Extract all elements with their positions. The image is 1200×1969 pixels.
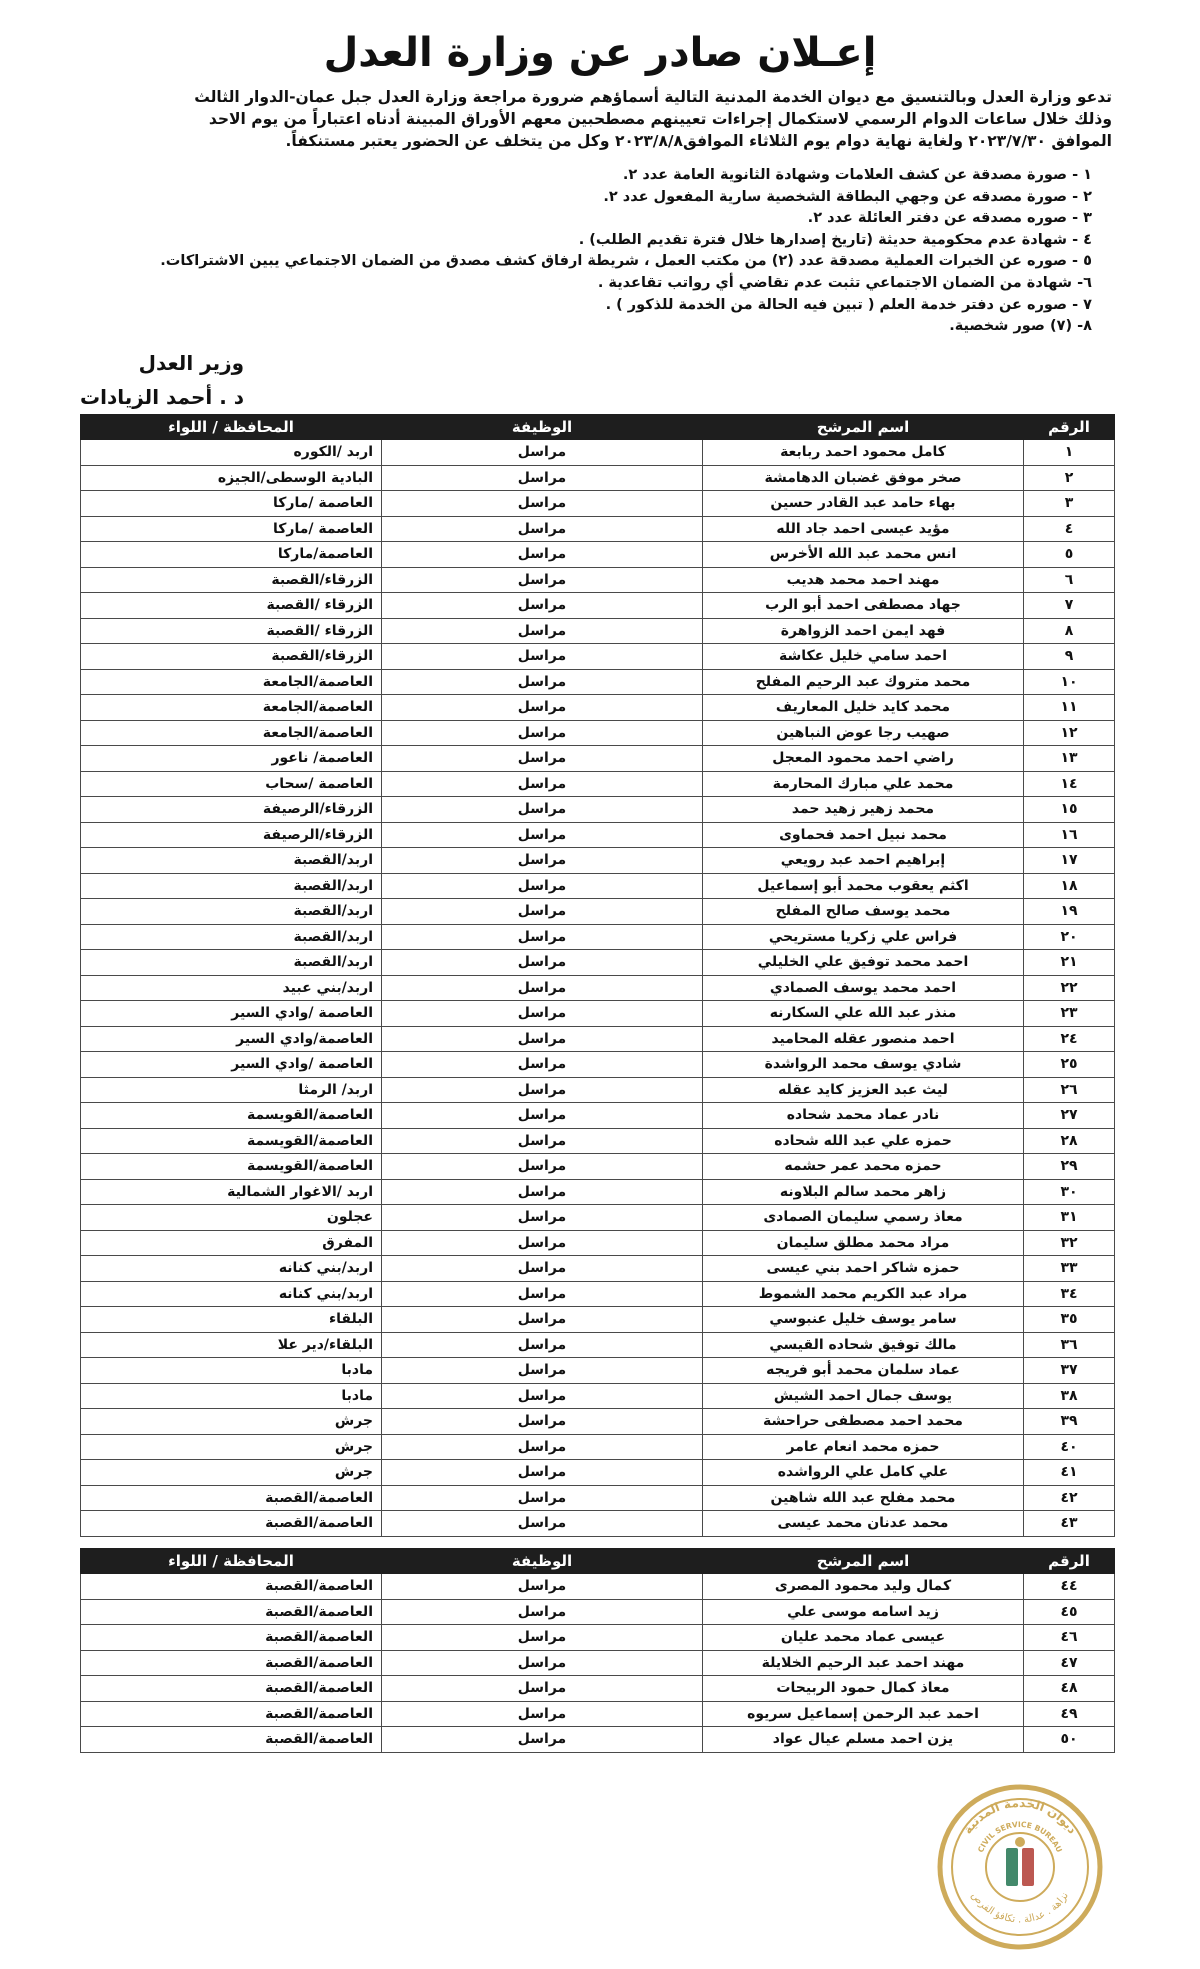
cell-number: ١٤	[1024, 771, 1115, 797]
cell-governorate: الزرقاء /القصبة	[81, 593, 382, 619]
table-row	[81, 1154, 1115, 1180]
cell-governorate: العاصمة/ماركا	[81, 542, 382, 568]
table-row	[81, 746, 1115, 772]
cell-job: مراسل	[382, 797, 703, 823]
cell-number: ١٩	[1024, 899, 1115, 925]
document-item: ٤ - شهادة عدم محكومية حديثة (تاريخ إصدارها خلال فترة تقديم الطلب) .	[578, 231, 1092, 248]
cell-governorate: العاصمة /ماركا	[81, 516, 382, 542]
cell-name: حمزه علي عبد الله شحاده	[703, 1128, 1024, 1154]
cell-name: انس محمد عبد الله الأخرس	[703, 542, 1024, 568]
cell-job: مراسل	[382, 1230, 703, 1256]
cell-job: مراسل	[382, 822, 703, 848]
cell-name: مراد عبد الكريم محمد الشموط	[703, 1281, 1024, 1307]
cell-number: ٢٣	[1024, 1001, 1115, 1027]
cell-job: مراسل	[382, 695, 703, 721]
table-row	[81, 440, 1115, 466]
cell-job: مراسل	[382, 1052, 703, 1078]
table-row	[81, 644, 1115, 670]
cell-name: محمد زهير زهيد حمد	[703, 797, 1024, 823]
cell-governorate: العاصمة/القصبة	[81, 1511, 382, 1537]
cell-number: ٣٥	[1024, 1307, 1115, 1333]
table-row	[81, 1409, 1115, 1435]
required-documents-list	[82, 165, 1092, 338]
cell-number: ٢٧	[1024, 1103, 1115, 1129]
cell-job: مراسل	[382, 1281, 703, 1307]
cell-number: ٣٦	[1024, 1332, 1115, 1358]
cell-name: محمد مفلح عبد الله شاهين	[703, 1485, 1024, 1511]
table-row	[81, 848, 1115, 874]
cell-governorate: اربد/ الرمثا	[81, 1077, 382, 1103]
cell-name: يوسف جمال احمد الشيش	[703, 1383, 1024, 1409]
header-job: الوظيفة	[382, 415, 703, 440]
cell-governorate: الزرقاء/القصبة	[81, 567, 382, 593]
cell-governorate: اربد/القصبة	[81, 950, 382, 976]
cell-number: ٧	[1024, 593, 1115, 619]
cell-governorate: البادية الوسطى/الجيزه	[81, 465, 382, 491]
cell-name: عماد سلمان محمد أبو فريجه	[703, 1358, 1024, 1384]
table-row	[81, 567, 1115, 593]
cell-governorate: العاصمة/وادي السير	[81, 1026, 382, 1052]
cell-governorate: اربد/القصبة	[81, 873, 382, 899]
cell-name: مالك توفيق شحاده القيسي	[703, 1332, 1024, 1358]
table-row	[81, 1511, 1115, 1537]
cell-governorate: العاصمة/القصبة	[81, 1701, 382, 1727]
cell-number: ١٢	[1024, 720, 1115, 746]
table-row	[81, 516, 1115, 542]
cell-name: معاذ رسمي سليمان الصمادى	[703, 1205, 1024, 1231]
document-item: ٧ - صوره عن دفتر خدمة العلم ( تبين فيه الحالة من الخدمة للذكور ) .	[605, 296, 1092, 313]
cell-governorate: العاصمة/القصبة	[81, 1676, 382, 1702]
header-governorate: المحافظة / اللواء	[81, 1549, 382, 1574]
table-row	[81, 1256, 1115, 1282]
cell-governorate: جرش	[81, 1434, 382, 1460]
cell-number: ٤٣	[1024, 1511, 1115, 1537]
table-row	[81, 1128, 1115, 1154]
cell-governorate: العاصمة/القصبة	[81, 1485, 382, 1511]
cell-governorate: العاصمة/القصبة	[81, 1625, 382, 1651]
cell-governorate: اربد/القصبة	[81, 899, 382, 925]
table-row	[81, 1727, 1115, 1753]
cell-job: مراسل	[382, 1077, 703, 1103]
document-item: ٦- شهادة من الضمان الاجتماعي تثبت عدم تقاضي أي رواتب تقاعدية .	[597, 274, 1092, 291]
civil-service-bureau-seal	[935, 1782, 1105, 1952]
table-row	[81, 797, 1115, 823]
cell-number: ٤٧	[1024, 1650, 1115, 1676]
cell-number: ٢٦	[1024, 1077, 1115, 1103]
cell-job: مراسل	[382, 593, 703, 619]
svg-text:نزاهة . عدالة . تكافؤ الفرص	[969, 1890, 1071, 1925]
cell-governorate: المفرق	[81, 1230, 382, 1256]
cell-job: مراسل	[382, 848, 703, 874]
signature-block	[80, 346, 244, 414]
cell-job: مراسل	[382, 1485, 703, 1511]
cell-name: حمزه شاكر احمد بني عيسى	[703, 1256, 1024, 1282]
table-row	[81, 1307, 1115, 1333]
cell-governorate: عجلون	[81, 1205, 382, 1231]
table-body	[81, 1574, 1115, 1753]
cell-job: مراسل	[382, 924, 703, 950]
cell-job: مراسل	[382, 1650, 703, 1676]
cell-job: مراسل	[382, 669, 703, 695]
table-row	[81, 924, 1115, 950]
header-name: اسم المرشح	[703, 1549, 1024, 1574]
table-row	[81, 1179, 1115, 1205]
cell-number: ٤٩	[1024, 1701, 1115, 1727]
table-row	[81, 1001, 1115, 1027]
cell-number: ١٣	[1024, 746, 1115, 772]
cell-number: ٤٤	[1024, 1574, 1115, 1600]
cell-name: اكثم يعقوب محمد أبو إسماعيل	[703, 873, 1024, 899]
table-row	[81, 822, 1115, 848]
signer-name: د . أحمد الزيادات	[80, 385, 245, 409]
table-row	[81, 695, 1115, 721]
cell-number: ١٥	[1024, 797, 1115, 823]
table-row	[81, 1676, 1115, 1702]
cell-number: ٣٧	[1024, 1358, 1115, 1384]
table-row	[81, 1485, 1115, 1511]
cell-governorate: العاصمة /وادي السير	[81, 1001, 382, 1027]
cell-job: مراسل	[382, 1332, 703, 1358]
document-item: ١ - صورة مصدقة عن كشف العلامات وشهادة الثانوية العامة عدد ٢.	[622, 167, 1092, 183]
cell-governorate: جرش	[81, 1460, 382, 1486]
cell-job: مراسل	[382, 567, 703, 593]
cell-job: مراسل	[382, 1383, 703, 1409]
cell-governorate: العاصمة/القصبة	[81, 1599, 382, 1625]
cell-name: احمد محمد توفيق علي الخليلي	[703, 950, 1024, 976]
table-row	[81, 1077, 1115, 1103]
cell-number: ٣٠	[1024, 1179, 1115, 1205]
cell-governorate: العاصمة /سحاب	[81, 771, 382, 797]
cell-number: ٣٣	[1024, 1256, 1115, 1282]
cell-job: مراسل	[382, 465, 703, 491]
cell-governorate: العاصمة/القصبة	[81, 1650, 382, 1676]
cell-name: مراد محمد مطلق سليمان	[703, 1230, 1024, 1256]
cell-number: ٤٦	[1024, 1625, 1115, 1651]
header-number: الرقم	[1024, 1549, 1115, 1574]
cell-number: ٢٨	[1024, 1128, 1115, 1154]
cell-job: مراسل	[382, 1625, 703, 1651]
cell-number: ٣	[1024, 491, 1115, 517]
seal-motto: نزاهة . عدالة . تكافؤ الفرص	[969, 1890, 1071, 1926]
cell-number: ٥	[1024, 542, 1115, 568]
cell-number: ٢٥	[1024, 1052, 1115, 1078]
table-row	[81, 618, 1115, 644]
table-row	[81, 593, 1115, 619]
cell-number: ٢٠	[1024, 924, 1115, 950]
cell-number: ٩	[1024, 644, 1115, 670]
cell-name: معاذ كمال حمود الربيحات	[703, 1676, 1024, 1702]
table-row	[81, 1205, 1115, 1231]
cell-name: احمد سامي خليل عكاشة	[703, 644, 1024, 670]
cell-name: محمد عدنان محمد عيسى	[703, 1511, 1024, 1537]
table-row	[81, 1358, 1115, 1384]
seal-text-arabic: ديوان الخدمة المدنية	[960, 1795, 1080, 1837]
table-row	[81, 491, 1115, 517]
candidates-table	[80, 414, 1115, 1537]
cell-governorate: العاصمة/ ناعور	[81, 746, 382, 772]
cell-governorate: جرش	[81, 1409, 382, 1435]
cell-job: مراسل	[382, 1307, 703, 1333]
cell-number: ٤٥	[1024, 1599, 1115, 1625]
cell-name: علي كامل علي الرواشده	[703, 1460, 1024, 1486]
cell-name: محمد نبيل احمد فحماوى	[703, 822, 1024, 848]
intro-line: الموافق ٢٠٢٣/٧/٣٠ ولغاية نهاية دوام يوم الثلاثاء الموافق٢٠٢٣/٨/٨ وكل من يتخلف عن الحضور يعتبر مستنكفاً.	[285, 132, 1112, 150]
cell-name: زيد اسامه موسى علي	[703, 1599, 1024, 1625]
cell-job: مراسل	[382, 1179, 703, 1205]
cell-number: ١	[1024, 440, 1115, 466]
cell-job: مراسل	[382, 1256, 703, 1282]
cell-name: كامل محمود احمد ربابعة	[703, 440, 1024, 466]
cell-name: كمال وليد محمود المصرى	[703, 1574, 1024, 1600]
document-item: ٣ - صوره مصدقه عن دفتر العائلة عدد ٢.	[807, 210, 1092, 227]
cell-name: حمزه محمد عمر حشمه	[703, 1154, 1024, 1180]
cell-number: ١٠	[1024, 669, 1115, 695]
cell-job: مراسل	[382, 1460, 703, 1486]
cell-job: مراسل	[382, 1001, 703, 1027]
intro-line: تدعو وزارة العدل وبالتنسيق مع ديوان الخدمة المدنية التالية أسماؤهم ضرورة مراجعة وزارة العدل جبل عمان-الدوار الثالث	[194, 88, 1112, 106]
cell-governorate: العاصمة/الجامعة	[81, 720, 382, 746]
table-row	[81, 1574, 1115, 1600]
table-row	[81, 720, 1115, 746]
cell-governorate: العاصمة/القصبة	[81, 1727, 382, 1753]
svg-text:CIVIL SERVICE BUREAU	[976, 1820, 1064, 1854]
cell-job: مراسل	[382, 440, 703, 466]
cell-job: مراسل	[382, 1574, 703, 1600]
cell-name: عيسى عماد محمد عليان	[703, 1625, 1024, 1651]
cell-job: مراسل	[382, 899, 703, 925]
cell-job: مراسل	[382, 516, 703, 542]
cell-governorate: اربد/القصبة	[81, 924, 382, 950]
cell-job: مراسل	[382, 873, 703, 899]
cell-number: ٢٩	[1024, 1154, 1115, 1180]
cell-name: محمد احمد مصطفى حراحشة	[703, 1409, 1024, 1435]
table-row	[81, 975, 1115, 1001]
cell-governorate: اربد /الكوره	[81, 440, 382, 466]
cell-governorate: اربد/بني عبيد	[81, 975, 382, 1001]
table-row	[81, 1460, 1115, 1486]
cell-job: مراسل	[382, 1154, 703, 1180]
cell-job: مراسل	[382, 950, 703, 976]
cell-governorate: اربد/بني كنانه	[81, 1281, 382, 1307]
table-row	[81, 1230, 1115, 1256]
table-row	[81, 1434, 1115, 1460]
cell-number: ٢١	[1024, 950, 1115, 976]
table-row	[81, 669, 1115, 695]
cell-name: نادر عماد محمد شحاده	[703, 1103, 1024, 1129]
cell-number: ١٦	[1024, 822, 1115, 848]
cell-name: احمد عبد الرحمن إسماعيل سريوه	[703, 1701, 1024, 1727]
table-row	[81, 542, 1115, 568]
cell-name: فراس علي زكريا مستريحي	[703, 924, 1024, 950]
cell-number: ٣٨	[1024, 1383, 1115, 1409]
cell-name: يزن احمد مسلم عيال عواد	[703, 1727, 1024, 1753]
cell-number: ٣١	[1024, 1205, 1115, 1231]
cell-governorate: العاصمة/القويسمة	[81, 1103, 382, 1129]
cell-job: مراسل	[382, 618, 703, 644]
cell-governorate: الزرقاء/الرصيفة	[81, 822, 382, 848]
cell-name: احمد منصور عقله المحاميد	[703, 1026, 1024, 1052]
cell-job: مراسل	[382, 1434, 703, 1460]
candidates-table-continued	[80, 1548, 1115, 1753]
cell-name: محمد كايد خليل المعاريف	[703, 695, 1024, 721]
cell-job: مراسل	[382, 542, 703, 568]
header-governorate: المحافظة / اللواء	[81, 415, 382, 440]
cell-job: مراسل	[382, 1128, 703, 1154]
cell-governorate: العاصمة /ماركا	[81, 491, 382, 517]
cell-name: زاهر محمد سالم البلاونه	[703, 1179, 1024, 1205]
cell-job: مراسل	[382, 1676, 703, 1702]
cell-governorate: العاصمة/الجامعة	[81, 669, 382, 695]
table-row	[81, 899, 1115, 925]
cell-governorate: العاصمة/الجامعة	[81, 695, 382, 721]
cell-job: مراسل	[382, 1103, 703, 1129]
cell-governorate: الزرقاء /القصبة	[81, 618, 382, 644]
cell-name: مهند احمد محمد هديب	[703, 567, 1024, 593]
cell-number: ٨	[1024, 618, 1115, 644]
header-name: اسم المرشح	[703, 415, 1024, 440]
cell-name: صخر موفق غضبان الدهامشة	[703, 465, 1024, 491]
cell-name: جهاد مصطفى احمد أبو الرب	[703, 593, 1024, 619]
cell-governorate: البلقاء	[81, 1307, 382, 1333]
cell-name: محمد متروك عبد الرحيم المفلح	[703, 669, 1024, 695]
cell-governorate: العاصمة/القصبة	[81, 1574, 382, 1600]
cell-governorate: مادبا	[81, 1358, 382, 1384]
cell-governorate: العاصمة /وادي السير	[81, 1052, 382, 1078]
seal-emblem-bar	[1022, 1848, 1034, 1886]
cell-job: مراسل	[382, 491, 703, 517]
table-row	[81, 873, 1115, 899]
cell-governorate: اربد/القصبة	[81, 848, 382, 874]
cell-name: فهد ايمن احمد الزواهرة	[703, 618, 1024, 644]
cell-governorate: الزرقاء/الرصيفة	[81, 797, 382, 823]
cell-number: ٢	[1024, 465, 1115, 491]
announcement-title: إعـلان صادر عن وزارة العدل	[323, 30, 877, 76]
header-number: الرقم	[1024, 415, 1115, 440]
cell-name: مهند احمد عبد الرحيم الخلايلة	[703, 1650, 1024, 1676]
seal-emblem-dot	[1015, 1837, 1025, 1847]
cell-job: مراسل	[382, 1727, 703, 1753]
intro-paragraph	[82, 86, 1112, 152]
cell-governorate: اربد/بني كنانه	[81, 1256, 382, 1282]
table-row	[81, 1052, 1115, 1078]
signer-title: وزير العدل	[138, 351, 245, 375]
cell-job: مراسل	[382, 644, 703, 670]
cell-number: ٢٢	[1024, 975, 1115, 1001]
table-header-row	[81, 415, 1115, 440]
cell-number: ٢٤	[1024, 1026, 1115, 1052]
cell-job: مراسل	[382, 1026, 703, 1052]
table-row	[81, 1650, 1115, 1676]
cell-number: ١٨	[1024, 873, 1115, 899]
cell-job: مراسل	[382, 1599, 703, 1625]
cell-number: ٤٠	[1024, 1434, 1115, 1460]
cell-number: ٣٢	[1024, 1230, 1115, 1256]
cell-job: مراسل	[382, 1409, 703, 1435]
cell-name: محمد يوسف صالح المفلح	[703, 899, 1024, 925]
table-row	[81, 1701, 1115, 1727]
cell-job: مراسل	[382, 771, 703, 797]
cell-governorate: اربد /الاغوار الشمالية	[81, 1179, 382, 1205]
document-item: ٢ - صورة مصدقه عن وجهي البطاقة الشخصية سارية المفعول عدد ٢.	[603, 188, 1092, 205]
cell-number: ٤	[1024, 516, 1115, 542]
cell-governorate: البلقاء/دير علا	[81, 1332, 382, 1358]
table-row	[81, 1026, 1115, 1052]
cell-number: ٤١	[1024, 1460, 1115, 1486]
header-job: الوظيفة	[382, 1549, 703, 1574]
cell-number: ١١	[1024, 695, 1115, 721]
document-item: ٥ - صوره عن الخبرات العملية مصدقة عدد (٢) من مكتب العمل ، شريطة ارفاق كشف مصدق من الضمان الاجتماعي يبين الاشتراكات.	[160, 253, 1092, 270]
cell-number: ٣٩	[1024, 1409, 1115, 1435]
table-body	[81, 440, 1115, 1537]
cell-job: مراسل	[382, 1701, 703, 1727]
table-row	[81, 1383, 1115, 1409]
cell-governorate: الزرقاء/القصبة	[81, 644, 382, 670]
cell-name: محمد علي مبارك المحارمة	[703, 771, 1024, 797]
table-row	[81, 1281, 1115, 1307]
cell-governorate: مادبا	[81, 1383, 382, 1409]
cell-number: ١٧	[1024, 848, 1115, 874]
cell-name: صهيب رجا عوض النباهين	[703, 720, 1024, 746]
cell-job: مراسل	[382, 1511, 703, 1537]
seal-text-english: CIVIL SERVICE BUREAU	[976, 1819, 1064, 1854]
intro-line: وذلك خلال ساعات الدوام الرسمي لاستكمال إجراءات تعيينهم مصطحبين معهم الأوراق المبينة أدناه اعتباراً من يوم الاحد	[208, 110, 1112, 128]
cell-job: مراسل	[382, 1358, 703, 1384]
document-item: ٨- (٧) صور شخصية.	[949, 318, 1092, 335]
cell-governorate: العاصمة/القويسمة	[81, 1128, 382, 1154]
seal-emblem-bar	[1006, 1848, 1018, 1886]
cell-name: سامر يوسف خليل عنبوسي	[703, 1307, 1024, 1333]
cell-name: حمزه محمد انعام عامر	[703, 1434, 1024, 1460]
table-row	[81, 1332, 1115, 1358]
table-row	[81, 465, 1115, 491]
cell-name: شادي يوسف محمد الرواشدة	[703, 1052, 1024, 1078]
cell-name: ليث عبد العزيز كايد عقله	[703, 1077, 1024, 1103]
cell-name: إبراهيم احمد عبد رويعي	[703, 848, 1024, 874]
cell-name: راضي احمد محمود المعجل	[703, 746, 1024, 772]
table-row	[81, 771, 1115, 797]
cell-number: ٦	[1024, 567, 1115, 593]
cell-number: ٤٨	[1024, 1676, 1115, 1702]
table-row	[81, 1625, 1115, 1651]
cell-job: مراسل	[382, 1205, 703, 1231]
cell-job: مراسل	[382, 720, 703, 746]
cell-name: منذر عبد الله علي السكارنه	[703, 1001, 1024, 1027]
table-row	[81, 1103, 1115, 1129]
cell-job: مراسل	[382, 746, 703, 772]
cell-name: مؤيد عيسى احمد جاد الله	[703, 516, 1024, 542]
table-header-row	[81, 1549, 1115, 1574]
cell-number: ٥٠	[1024, 1727, 1115, 1753]
table-row	[81, 1599, 1115, 1625]
cell-number: ٣٤	[1024, 1281, 1115, 1307]
cell-name: بهاء حامد عبد القادر حسين	[703, 491, 1024, 517]
cell-number: ٤٢	[1024, 1485, 1115, 1511]
cell-governorate: العاصمة/القويسمة	[81, 1154, 382, 1180]
svg-text:ديوان الخدمة المدنية	[960, 1796, 1079, 1837]
table-row	[81, 950, 1115, 976]
cell-job: مراسل	[382, 975, 703, 1001]
cell-name: احمد محمد يوسف الصمادي	[703, 975, 1024, 1001]
